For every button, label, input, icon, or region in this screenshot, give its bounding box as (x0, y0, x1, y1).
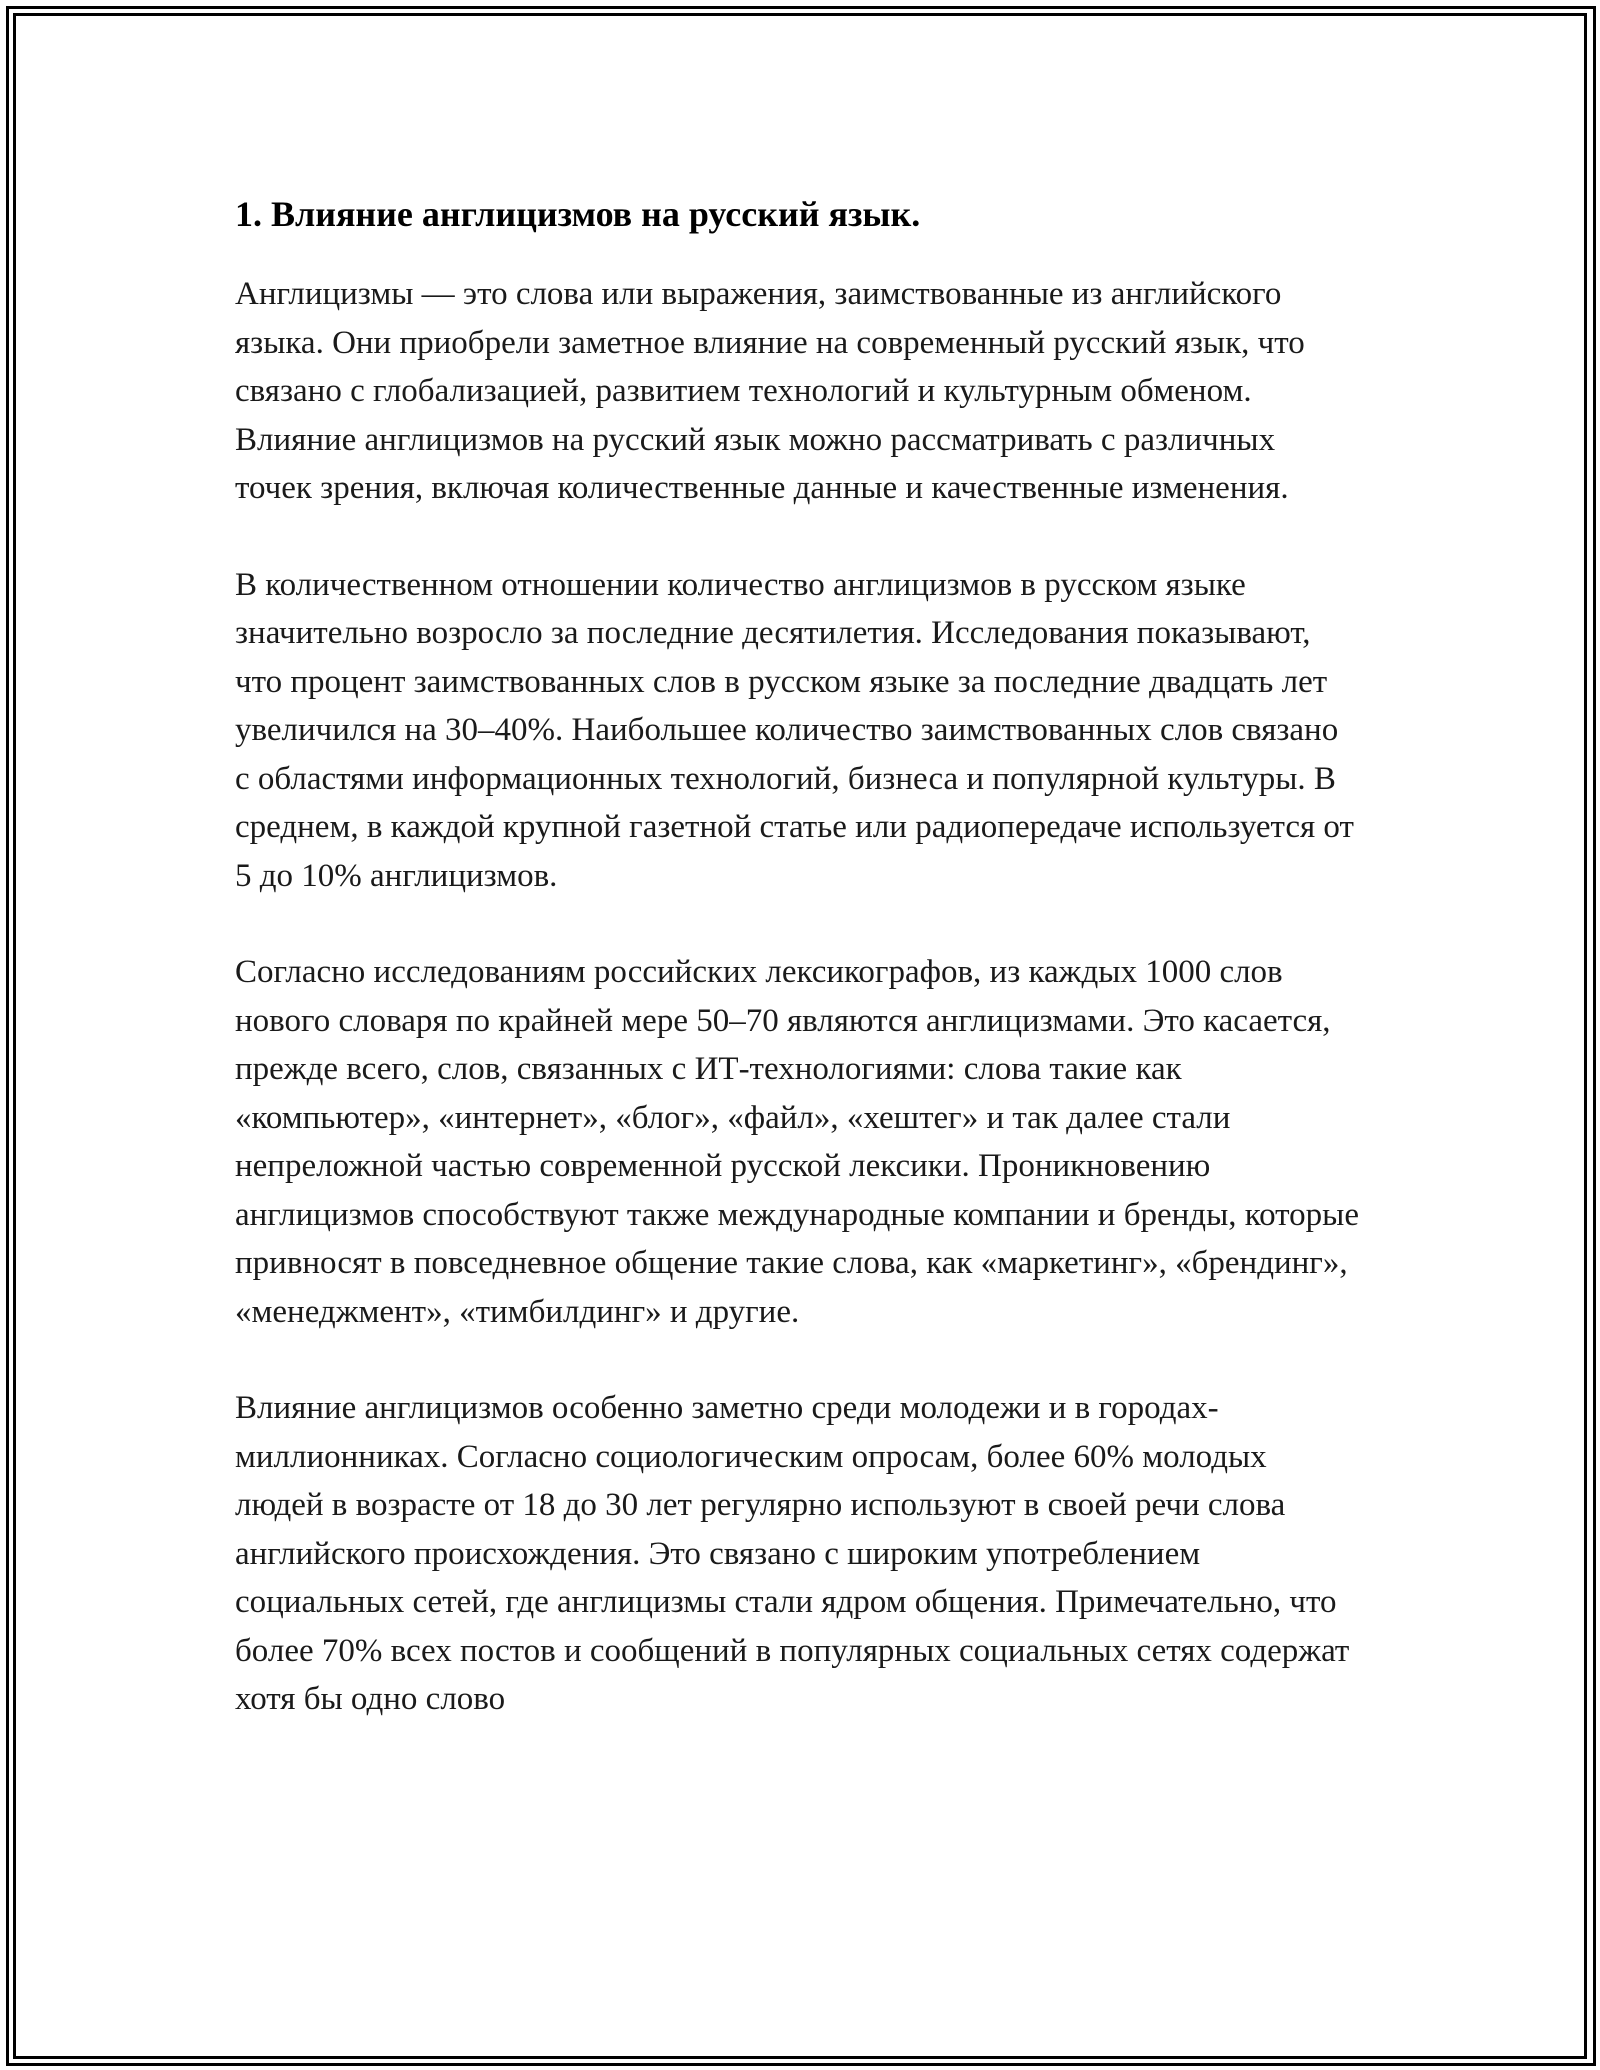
document-body (235, 186, 1365, 1772)
paragraph-3: Согласно исследованиям российских лексикографов, из каждых 1000 слов нового словаря по крайней мере 50–70 являются англицизмами. Это касается, прежде всего, слов, связанных с ИТ-технологиями: слова такие как «компьютер», «интернет», «блог», «файл», «хештег» и так далее стали непреложной частью современной русской лексики. Проникновению англицизмов способствуют также международные компании и бренды, которые привносят в повседневное общение такие слова, как «маркетинг», «брендинг», «менеджмент», «тимбилдинг» и другие. (235, 954, 1359, 1330)
paragraph-4: Влияние англицизмов особенно заметно среди молодежи и в городах-миллионниках. Согласно социологическим опросам, более 60% молодых людей в возрасте от 18 до 30 лет регулярно используют в своей речи слова английского происхождения. Это связано с широким употреблением социальных сетей, где англицизмы стали ядром общения. Примечательно, что более 70% всех постов и сообщений в популярных социальных сетях содержат хотя бы одно слово (235, 1390, 1350, 1717)
paragraph-2: В количественном отношении количество англицизмов в русском языке значительно возросло за последние десятилетия. Исследования показывают, что процент заимствованных слов в русском языке за последние двадцать лет увеличился на 30–40%. Наибольшее количество заимствованных слов связано с областями информационных технологий, бизнеса и популярной культуры. В среднем, в каждой крупной газетной статье или радиопередаче используется от 5 до 10% англицизмов. (235, 566, 1354, 894)
page-title: 1. Влияние англицизмов на русский язык. (235, 194, 921, 234)
paragraph-1: Англицизмы — это слова или выражения, заимствованные из английского языка. Они приобрели заметное влияние на современный русский язык, что связано с глобализацией, развитием технологий и культурным обменом. Влияние англицизмов на русский язык можно рассматривать с различных точек зрения, включая количественные данные и качественные изменения. (235, 276, 1305, 506)
